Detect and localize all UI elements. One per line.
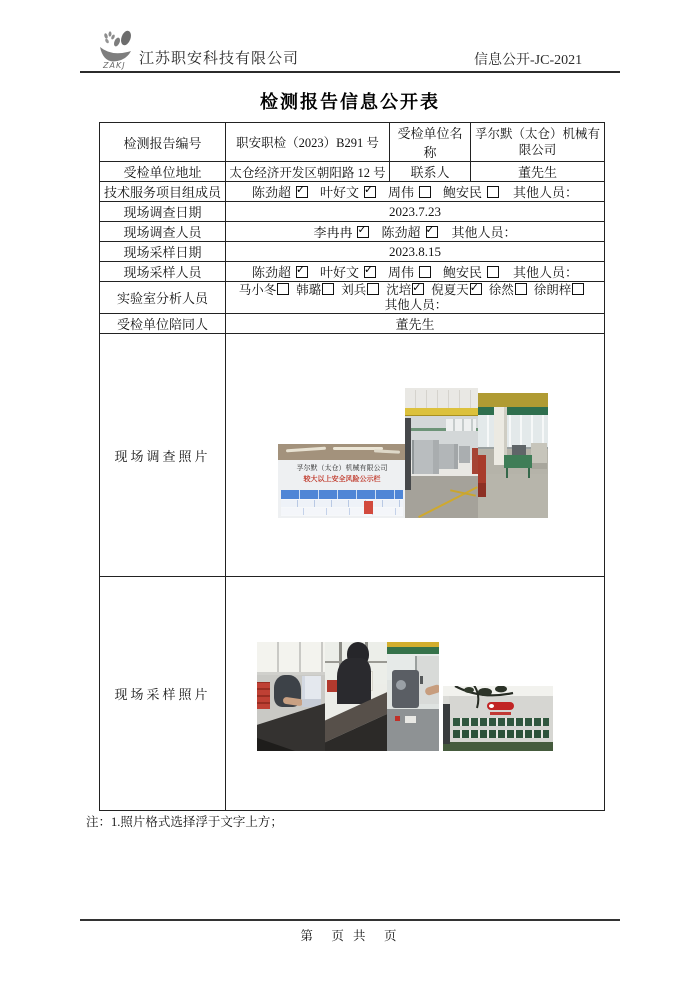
unit-name-label: 受检单位名称 [390, 123, 471, 162]
member-name: 徐朗梓 [533, 282, 572, 297]
sampling-photos-area [226, 577, 604, 810]
bushes [443, 742, 553, 751]
survey-date-label: 现场调查日期 [100, 202, 226, 222]
checkbox-checked-icon [364, 266, 376, 278]
header-divider [80, 71, 620, 73]
member [534, 283, 585, 297]
window-strip [453, 730, 549, 738]
member [320, 185, 376, 200]
survey-photo-workshop-aisle [405, 388, 478, 518]
checkbox-checked-icon [357, 226, 369, 238]
document-code: 信息公开-JC-2021 [474, 53, 583, 68]
member-name: 叶好文 [319, 185, 359, 200]
checkbox-checked-icon [470, 283, 482, 295]
sign-table-row [281, 508, 403, 515]
member [388, 265, 431, 280]
survey-photos-cell [226, 334, 605, 577]
member [252, 265, 308, 280]
sampling-photos-label: 现场采样照片 [100, 577, 226, 811]
survey-staff-label: 现场调查人员 [100, 222, 226, 242]
member [489, 283, 527, 297]
table-leg [528, 468, 530, 478]
sampling-photo-building-exterior [443, 686, 553, 751]
sampling-photos-cell [226, 577, 605, 811]
lab-staff-members [226, 282, 605, 314]
green-work-table [504, 455, 532, 468]
member-name: 李冉冉 [313, 225, 353, 240]
checkbox-checked-icon [426, 226, 438, 238]
tree-branches [451, 686, 523, 714]
sign-subtitle: 较大以上安全风险公示栏 [303, 475, 381, 483]
report-no-value: 职安职检（2023）B291 号 [226, 123, 390, 162]
member-name: 叶好文 [319, 265, 359, 280]
member-name: 周伟 [387, 265, 414, 280]
photo-format-note: 注：1.照片格式选择浮于文字上方； [86, 815, 283, 829]
member-name: 刘兵 [341, 282, 367, 297]
sampling-staff-members [226, 262, 605, 282]
survey-photo-risk-sign [278, 444, 406, 518]
sampling-date-value: 2023.8.15 [226, 242, 605, 262]
yellow-crane-beam [405, 408, 478, 416]
tech-team-members [226, 182, 605, 202]
sampling-photo-silhouette [325, 642, 387, 751]
checkbox-unchecked-icon [277, 283, 289, 295]
member [296, 283, 334, 297]
dark-cabinet-edge [405, 418, 411, 490]
escort-label: 受检单位陪同人 [100, 314, 226, 334]
member-name: 沈培 [386, 282, 412, 297]
checkbox-unchecked-icon [367, 283, 379, 295]
company-logo-icon [97, 30, 141, 64]
checkbox-unchecked-icon [487, 186, 499, 198]
table-row [100, 314, 605, 334]
checkbox-checked-icon [296, 266, 308, 278]
member [443, 265, 499, 280]
checkbox-checked-icon [412, 283, 424, 295]
checkbox-unchecked-icon [572, 283, 584, 295]
company-name: 江苏职安科技有限公司 [139, 51, 300, 67]
green-crane-beam [387, 647, 439, 654]
member-name: 陈劲超 [381, 225, 421, 240]
table-row [100, 162, 605, 182]
member [431, 283, 482, 297]
member [381, 225, 437, 240]
table-row [100, 202, 605, 222]
footer-divider [80, 919, 620, 921]
page-title: 检测报告信息公开表 [260, 92, 440, 112]
member [443, 185, 499, 200]
logo-text: ZAKJ [103, 61, 126, 70]
white-label [405, 716, 416, 723]
red-crates [257, 682, 270, 709]
checkbox-unchecked-icon [322, 283, 334, 295]
survey-photo-green-beam-workshop [478, 393, 548, 518]
table-row [100, 577, 605, 811]
checkbox-unchecked-icon [487, 266, 499, 278]
dark-pole [443, 704, 450, 744]
red-label [395, 716, 400, 721]
unit-name-value: 孚尔默（太仓）机械有限公司 [471, 123, 605, 162]
member [341, 283, 379, 297]
window-band [257, 642, 326, 675]
member [313, 225, 369, 240]
table-row [100, 262, 605, 282]
workshop-floor [478, 474, 548, 518]
survey-photos-label: 现场调查照片 [100, 334, 226, 577]
checkbox-unchecked-icon [419, 186, 431, 198]
other-members-label: 其他人员： [384, 297, 448, 312]
member-name: 鲍安民 [443, 185, 483, 200]
checkbox-checked-icon [296, 186, 308, 198]
table-row [100, 222, 605, 242]
table-leg [506, 468, 508, 478]
red-stamp [364, 501, 373, 514]
member-name: 韩璐 [296, 282, 322, 297]
machine-wheel [396, 680, 406, 690]
table-row [100, 334, 605, 577]
checkbox-unchecked-icon [419, 266, 431, 278]
electrical-cabinet [412, 440, 439, 474]
risk-sign-board [278, 460, 406, 518]
ceiling-truss [405, 390, 478, 408]
table-row [100, 242, 605, 262]
sampling-photo-bench-work [257, 642, 326, 751]
table-row [100, 182, 605, 202]
escort-value: 董先生 [226, 314, 605, 334]
other-members-label: 其他人员： [513, 265, 579, 280]
lab-staff-label: 实验室分析人员 [100, 282, 226, 314]
member-name: 徐然 [488, 282, 514, 297]
table-row [100, 282, 605, 314]
member [386, 283, 424, 297]
survey-date-value: 2023.7.23 [226, 202, 605, 222]
sampling-staff-label: 现场采样人员 [100, 262, 226, 282]
light-streak [374, 449, 400, 453]
contact-value: 董先生 [471, 162, 605, 182]
light-streak [286, 447, 326, 453]
member-name: 倪夏天 [431, 282, 469, 297]
member-name: 鲍安民 [443, 265, 483, 280]
member-name: 马小冬 [238, 282, 277, 297]
member [239, 283, 290, 297]
sign-table-header [281, 490, 403, 499]
member [252, 185, 308, 200]
worker-body-silhouette [337, 658, 371, 704]
window-strip [453, 718, 549, 726]
survey-photos-area [226, 334, 604, 576]
checkbox-unchecked-icon [515, 283, 527, 295]
contact-label: 联系人 [390, 162, 471, 182]
factory-ceiling [278, 444, 406, 460]
machine [531, 443, 547, 469]
survey-staff-members [226, 222, 605, 242]
tech-team-label: 技术服务项目组成员 [100, 182, 226, 202]
sign-title: 孚尔默（太仓）机械有限公司 [296, 464, 388, 472]
machine-body [392, 670, 419, 708]
windows [446, 419, 476, 431]
workshop-floor [405, 476, 478, 518]
sign-table [281, 490, 403, 516]
cabinet-handle [420, 676, 423, 684]
page-number-footer: 第 页 共 页 [300, 929, 400, 943]
sampling-date-label: 现场采样日期 [100, 242, 226, 262]
member-name: 陈劲超 [251, 265, 291, 280]
sampling-photo-machine [387, 642, 439, 751]
member-name: 陈劲超 [251, 185, 291, 200]
table-row [100, 123, 605, 162]
electrical-cabinet [459, 446, 470, 463]
electrical-cabinet [439, 444, 458, 469]
other-members-label: 其他人员： [451, 225, 517, 240]
report-no-label: 检测报告编号 [100, 123, 226, 162]
machine [512, 445, 526, 455]
member [320, 265, 376, 280]
checkbox-checked-icon [364, 186, 376, 198]
sampling-device [302, 676, 321, 707]
roof-band [478, 393, 548, 407]
green-crane-beam [478, 407, 548, 415]
other-members-label: 其他人员： [513, 185, 579, 200]
address-label: 受检单位地址 [100, 162, 226, 182]
address-value: 太仓经济开发区朝阳路 12 号 [226, 162, 390, 182]
sign-table-row [281, 500, 403, 507]
member-name: 周伟 [387, 185, 414, 200]
red-equipment [478, 455, 486, 497]
disclosure-form-table [99, 122, 605, 811]
member [388, 185, 431, 200]
